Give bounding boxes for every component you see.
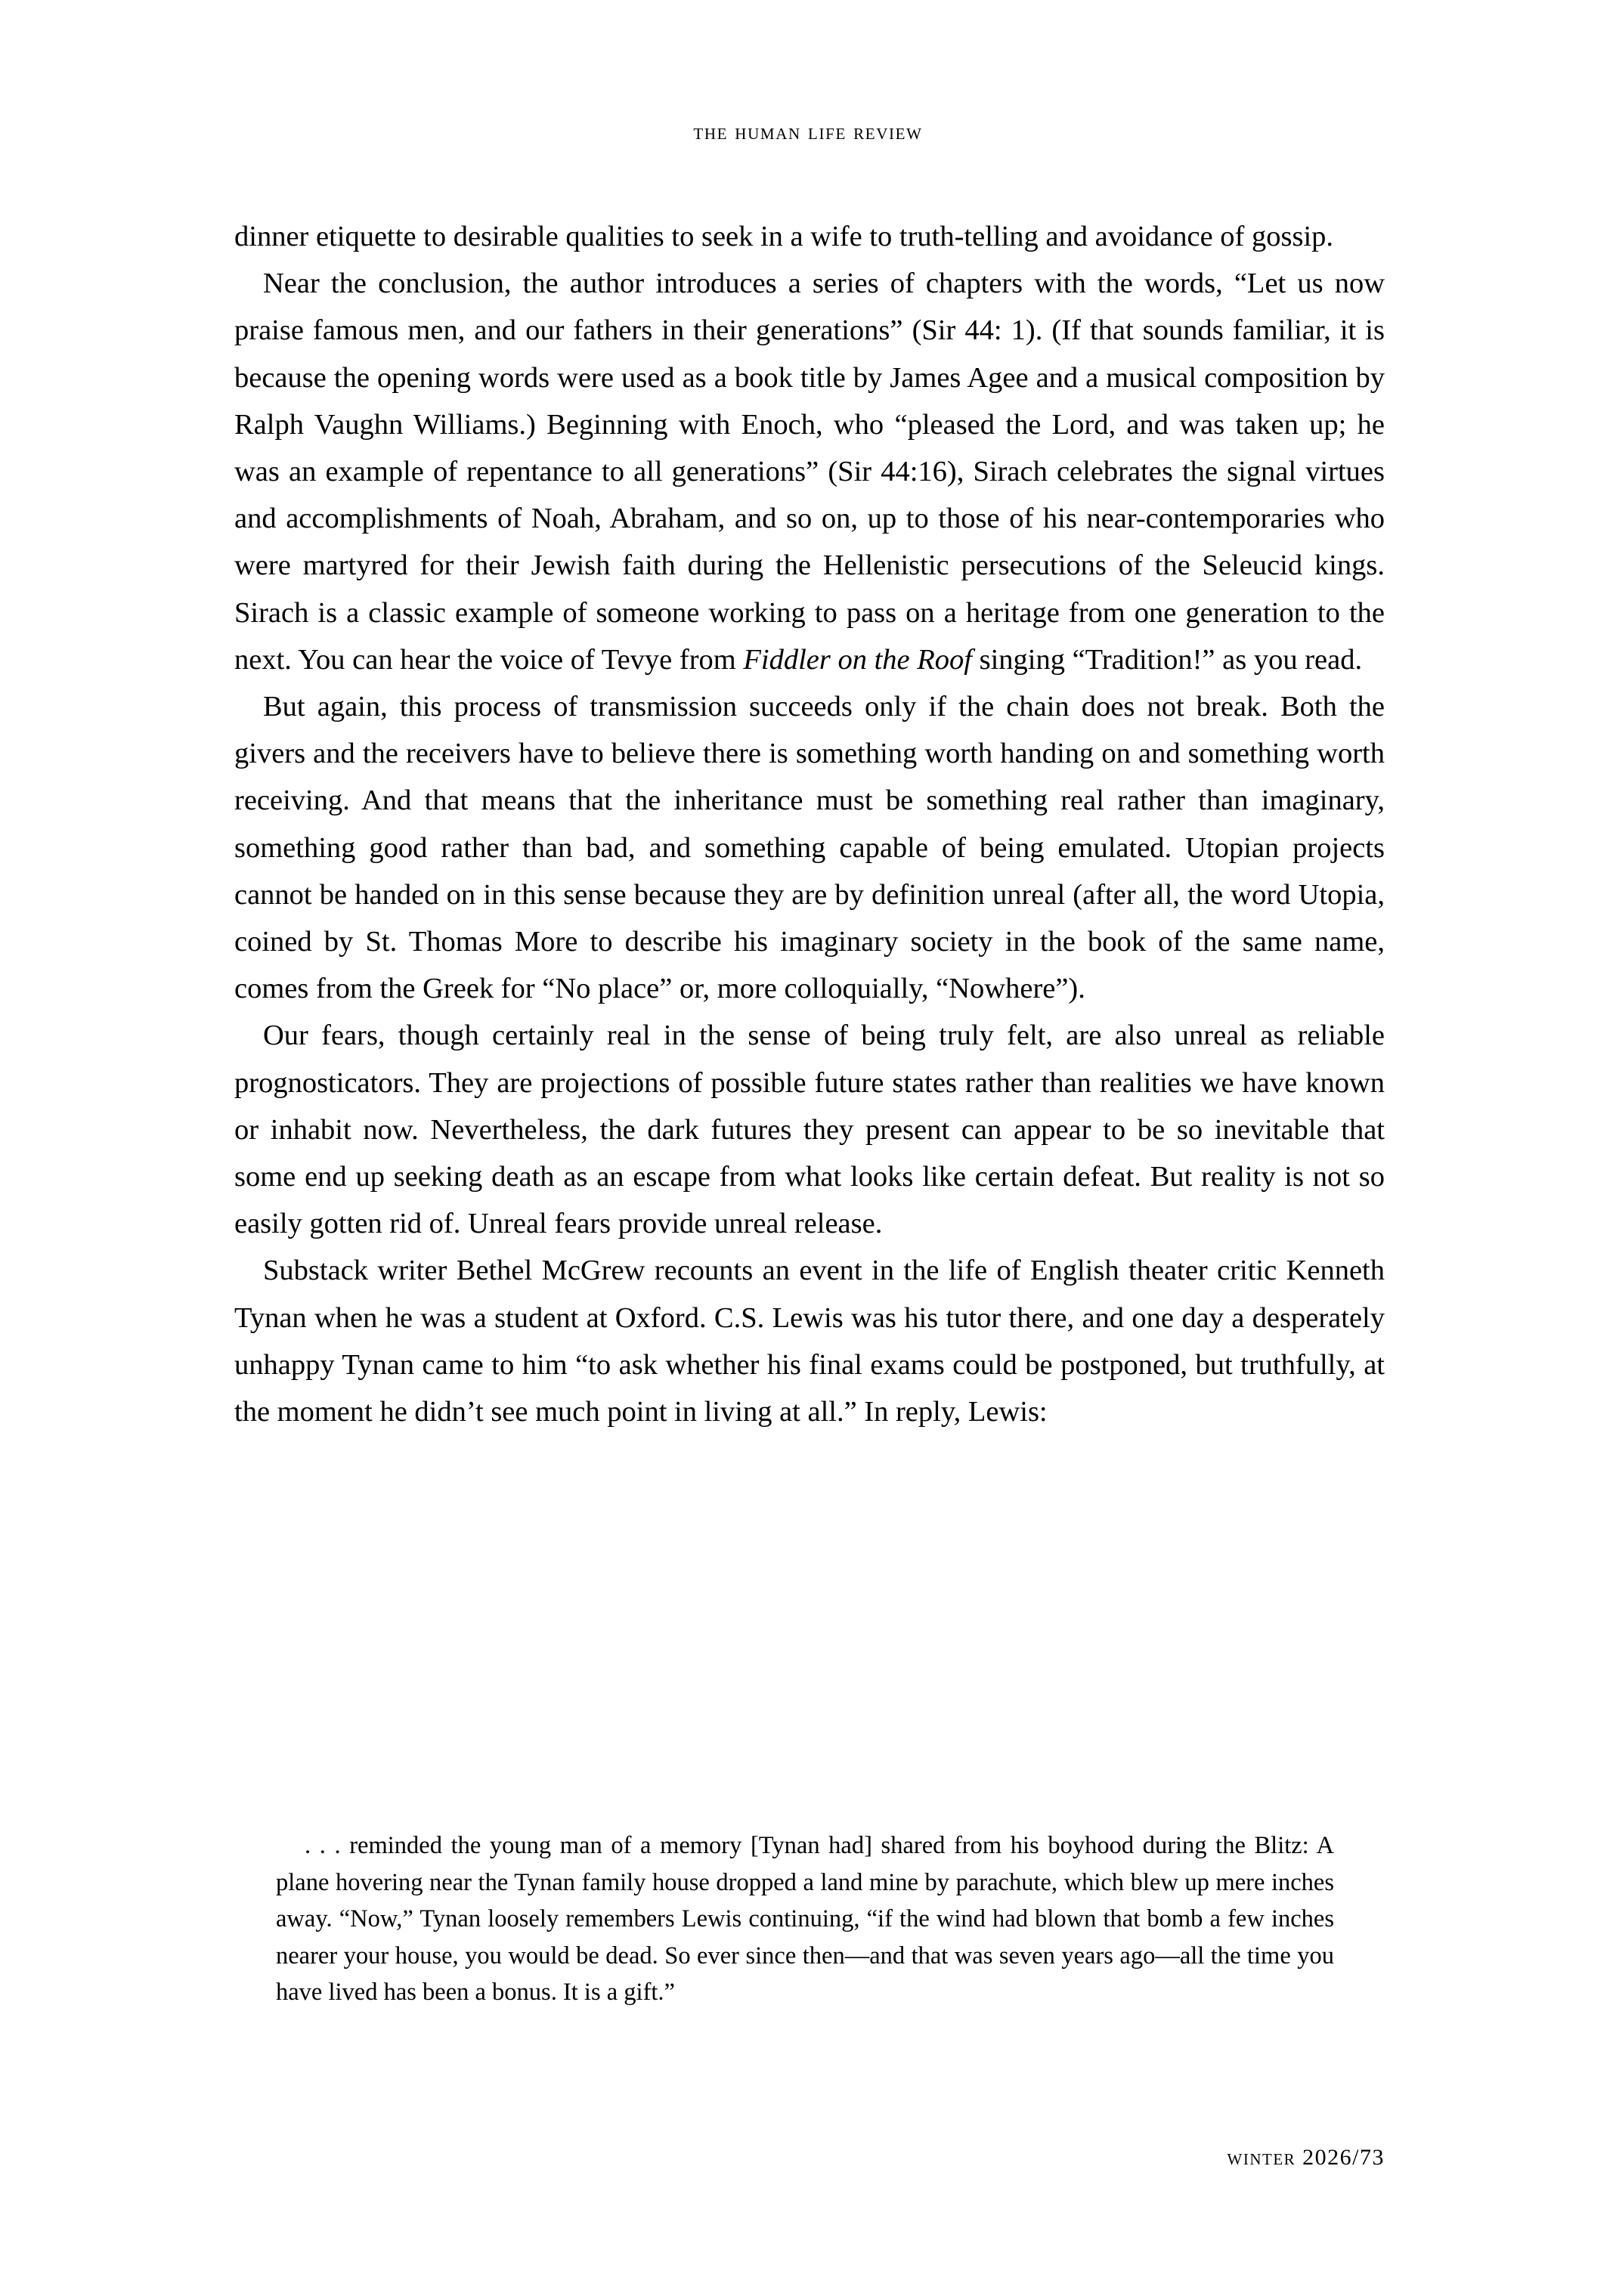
- body-text-column: [234, 213, 1385, 1435]
- paragraph-substack-mcgrew: Substack writer Bethel McGrew recounts an event in the life of English theater critic Kenneth Tynan when he was a student at Oxford. C.S. Lewis was his tutor there, and one day a desperately unhappy Tynan came to him “to ask whether his final exams could be postponed, but truthfully, at the moment he didn’t see much point in living at all.” In reply, Lewis:: [234, 1255, 1385, 1428]
- paragraph-but-again: But again, this process of transmission succeeds only if the chain does not break. Both the givers and the receivers have to believe there is something worth handing on and something worth receiving. And that means that the inheritance must be something real rather than imaginary, something good rather than bad, and something capable of being emulated. Utopian projects cannot be handed on in this sense because they are by definition unreal (after all, the word Utopia, coined by St. Thomas More to describe his imaginary society in the book of the same name, comes from the Greek for “No place” or, more colloquially, “Nowhere”).: [234, 691, 1385, 1005]
- paragraph-our-fears: Our fears, though certainly real in the sense of being truly felt, are also unreal as reliable prognosticators. They are projections of possible future states rather than realities we have known or inhabit now. Nevertheless, the dark futures they present can appear to be so inevitable that some end up seeking death as an escape from what looks like certain defeat. But reality is not so easily gotten rid of. Unreal fears provide unreal release.: [234, 1020, 1385, 1240]
- text-run-roman: Near the conclusion, the author introduces a series of chapters with the words, “Let us now praise famous men, and our fathers in their generations” (Sir 44: 1). (If that sounds familiar, it is because the opening words were used as a book title by James Agee and a musical composition by Ralph Vaughn Williams.) Beginning with Enoch, who “pleased the Lord, and was taken up; he was an example of repentance to all generations” (Sir 44:16), Sirach celebrates the signal virtues and accomplishments of Noah, Abraham, and so on, up to those of his near-contemporaries who were martyred for their Jewish faith during the Hellenistic persecutions of the Seleucid kings. Sirach is a classic example of someone working to pass on a heritage from one generation to the next. You can hear the voice of Tevye from: [234, 268, 1385, 676]
- paragraph-near-the-conclusion: [234, 260, 1385, 683]
- running-head-text: the human life review: [693, 119, 923, 144]
- block-quotation: [276, 1827, 1334, 2011]
- text-run-roman-tail: singing “Tradition!” as you read.: [971, 643, 1363, 676]
- block-quotation-text: . . . reminded the young man of a memory [Tynan had] shared from his boyhood during the Blitz: A plane hovering near the Tynan family house dropped a land mine by parachute, which blew up mere inches away. “Now,” Tynan loosely remembers Lewis continuing, “if the wind had blown that bomb a few inches nearer your house, you would be dead. So ever since then—and that was seven years ago—all the time you have lived has been a bonus. It is a gift.”: [276, 1832, 1334, 2006]
- folio-text: winter 2026/73: [1227, 2145, 1385, 2170]
- running-head: [0, 119, 1616, 145]
- page-folio: [0, 2145, 1385, 2171]
- book-title-fiddler-on-the-roof: Fiddler on the Roof: [743, 643, 972, 676]
- paragraph-dinner-etiquette: dinner etiquette to desirable qualities to seek in a wife to truth-telling and avoidance of gossip.: [234, 221, 1334, 252]
